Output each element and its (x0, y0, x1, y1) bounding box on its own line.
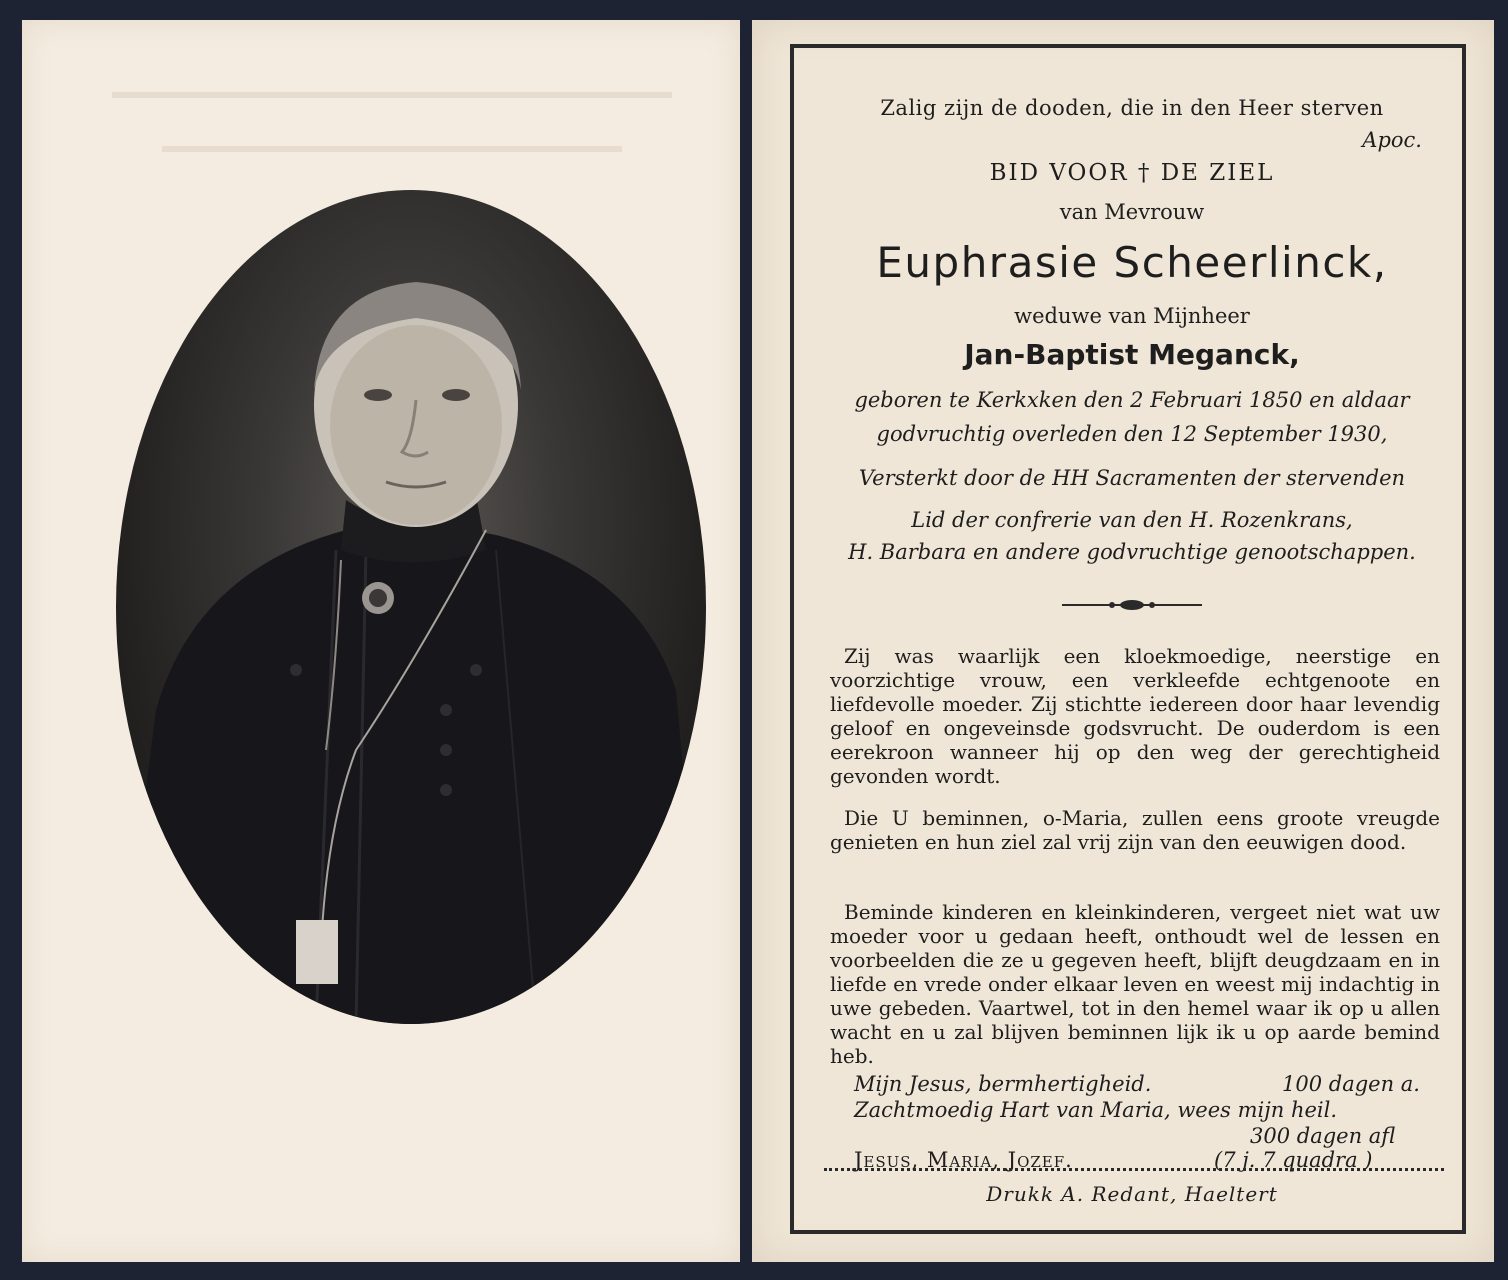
card-border-frame (790, 44, 1466, 1234)
sacraments-line: Versterkt door de HH Sacramenten der stervenden (858, 466, 1406, 490)
body-paragraph-3: Beminde kinderen en kleinkinderen, vergeet niet wat uw moeder voor u gedaan heeft, onthoudt wel de lessen en voorbeelden die ze u gegeven heeft, blijft deugdzaam en in liefde en vrede onder elkaar leven en weest mij indachtig in uwe gebeden. Vaartwel, tot in den hemel waar ik op u allen wacht en u zal blijven beminnen lijk ik u op aarde bemind heb. (830, 900, 1440, 1068)
memorial-text-card (752, 20, 1494, 1262)
dotted-divider (824, 1168, 1444, 1171)
body-paragraph-1: Zij was waarlijk een kloekmoedige, neerstige en voorzichtige vrouw, een verkleefde echtgenoote en liefdevolle moeder. Zij stichtte iedereen door haar levendig geloof en ongeveinsde godsvrucht. De ouderdom is een eerekroon wanneer hij op den weg der gerechtigheid gevonden wordt. (830, 644, 1440, 788)
spouse-name: Jan-Baptist Meganck, (964, 338, 1300, 371)
death-line: godvruchtig overleden den 12 September 1930, (876, 422, 1388, 446)
deceased-name: Euphrasie Scheerlinck, (876, 238, 1388, 287)
prayer-2-indulgence: 300 dagen afl (1250, 1124, 1396, 1148)
motto-text: Zalig zijn de dooden, die in den Heer sterven (880, 96, 1384, 120)
prayer-3: Jesus, Maria, Jozef. (854, 1148, 1073, 1172)
portrait-photo (116, 190, 706, 1024)
portrait-illustration (116, 190, 706, 1024)
photo-card (22, 20, 740, 1262)
motto-source: Apoc. (1362, 128, 1422, 152)
printer-credit: Drukk A. Redant, Haeltert (986, 1182, 1278, 1206)
prayer-3-indulgence: (7 j. 7 quadra ) (1214, 1148, 1373, 1172)
bleed-through-line (162, 146, 622, 152)
membership-line-1: Lid der confrerie van den H. Rozenkrans, (911, 508, 1353, 532)
relation-text: weduwe van Mijnheer (1014, 304, 1250, 328)
prayer-1: Mijn Jesus, bermhertigheid. (854, 1072, 1152, 1096)
body-paragraph-2: Die U beminnen, o-Maria, zullen eens groote vreugde genieten en hun ziel zal vrij zijn van den eeuwigen dood. (830, 806, 1440, 854)
birth-line: geboren te Kerkxken den 2 Februari 1850 en aldaar (854, 388, 1410, 412)
bleed-through-line (112, 92, 672, 98)
membership-line-2: H. Barbara en andere godvruchtige genootschappen. (848, 540, 1416, 564)
prayer-1-indulgence: 100 dagen a. (1282, 1072, 1420, 1096)
divider-ornament (1062, 598, 1202, 612)
title-prefix: van Mevrouw (1059, 200, 1205, 224)
prayer-heading: BID VOOR † DE ZIEL (989, 160, 1275, 186)
prayer-2: Zachtmoedig Hart van Maria, wees mijn heil. (854, 1098, 1337, 1122)
